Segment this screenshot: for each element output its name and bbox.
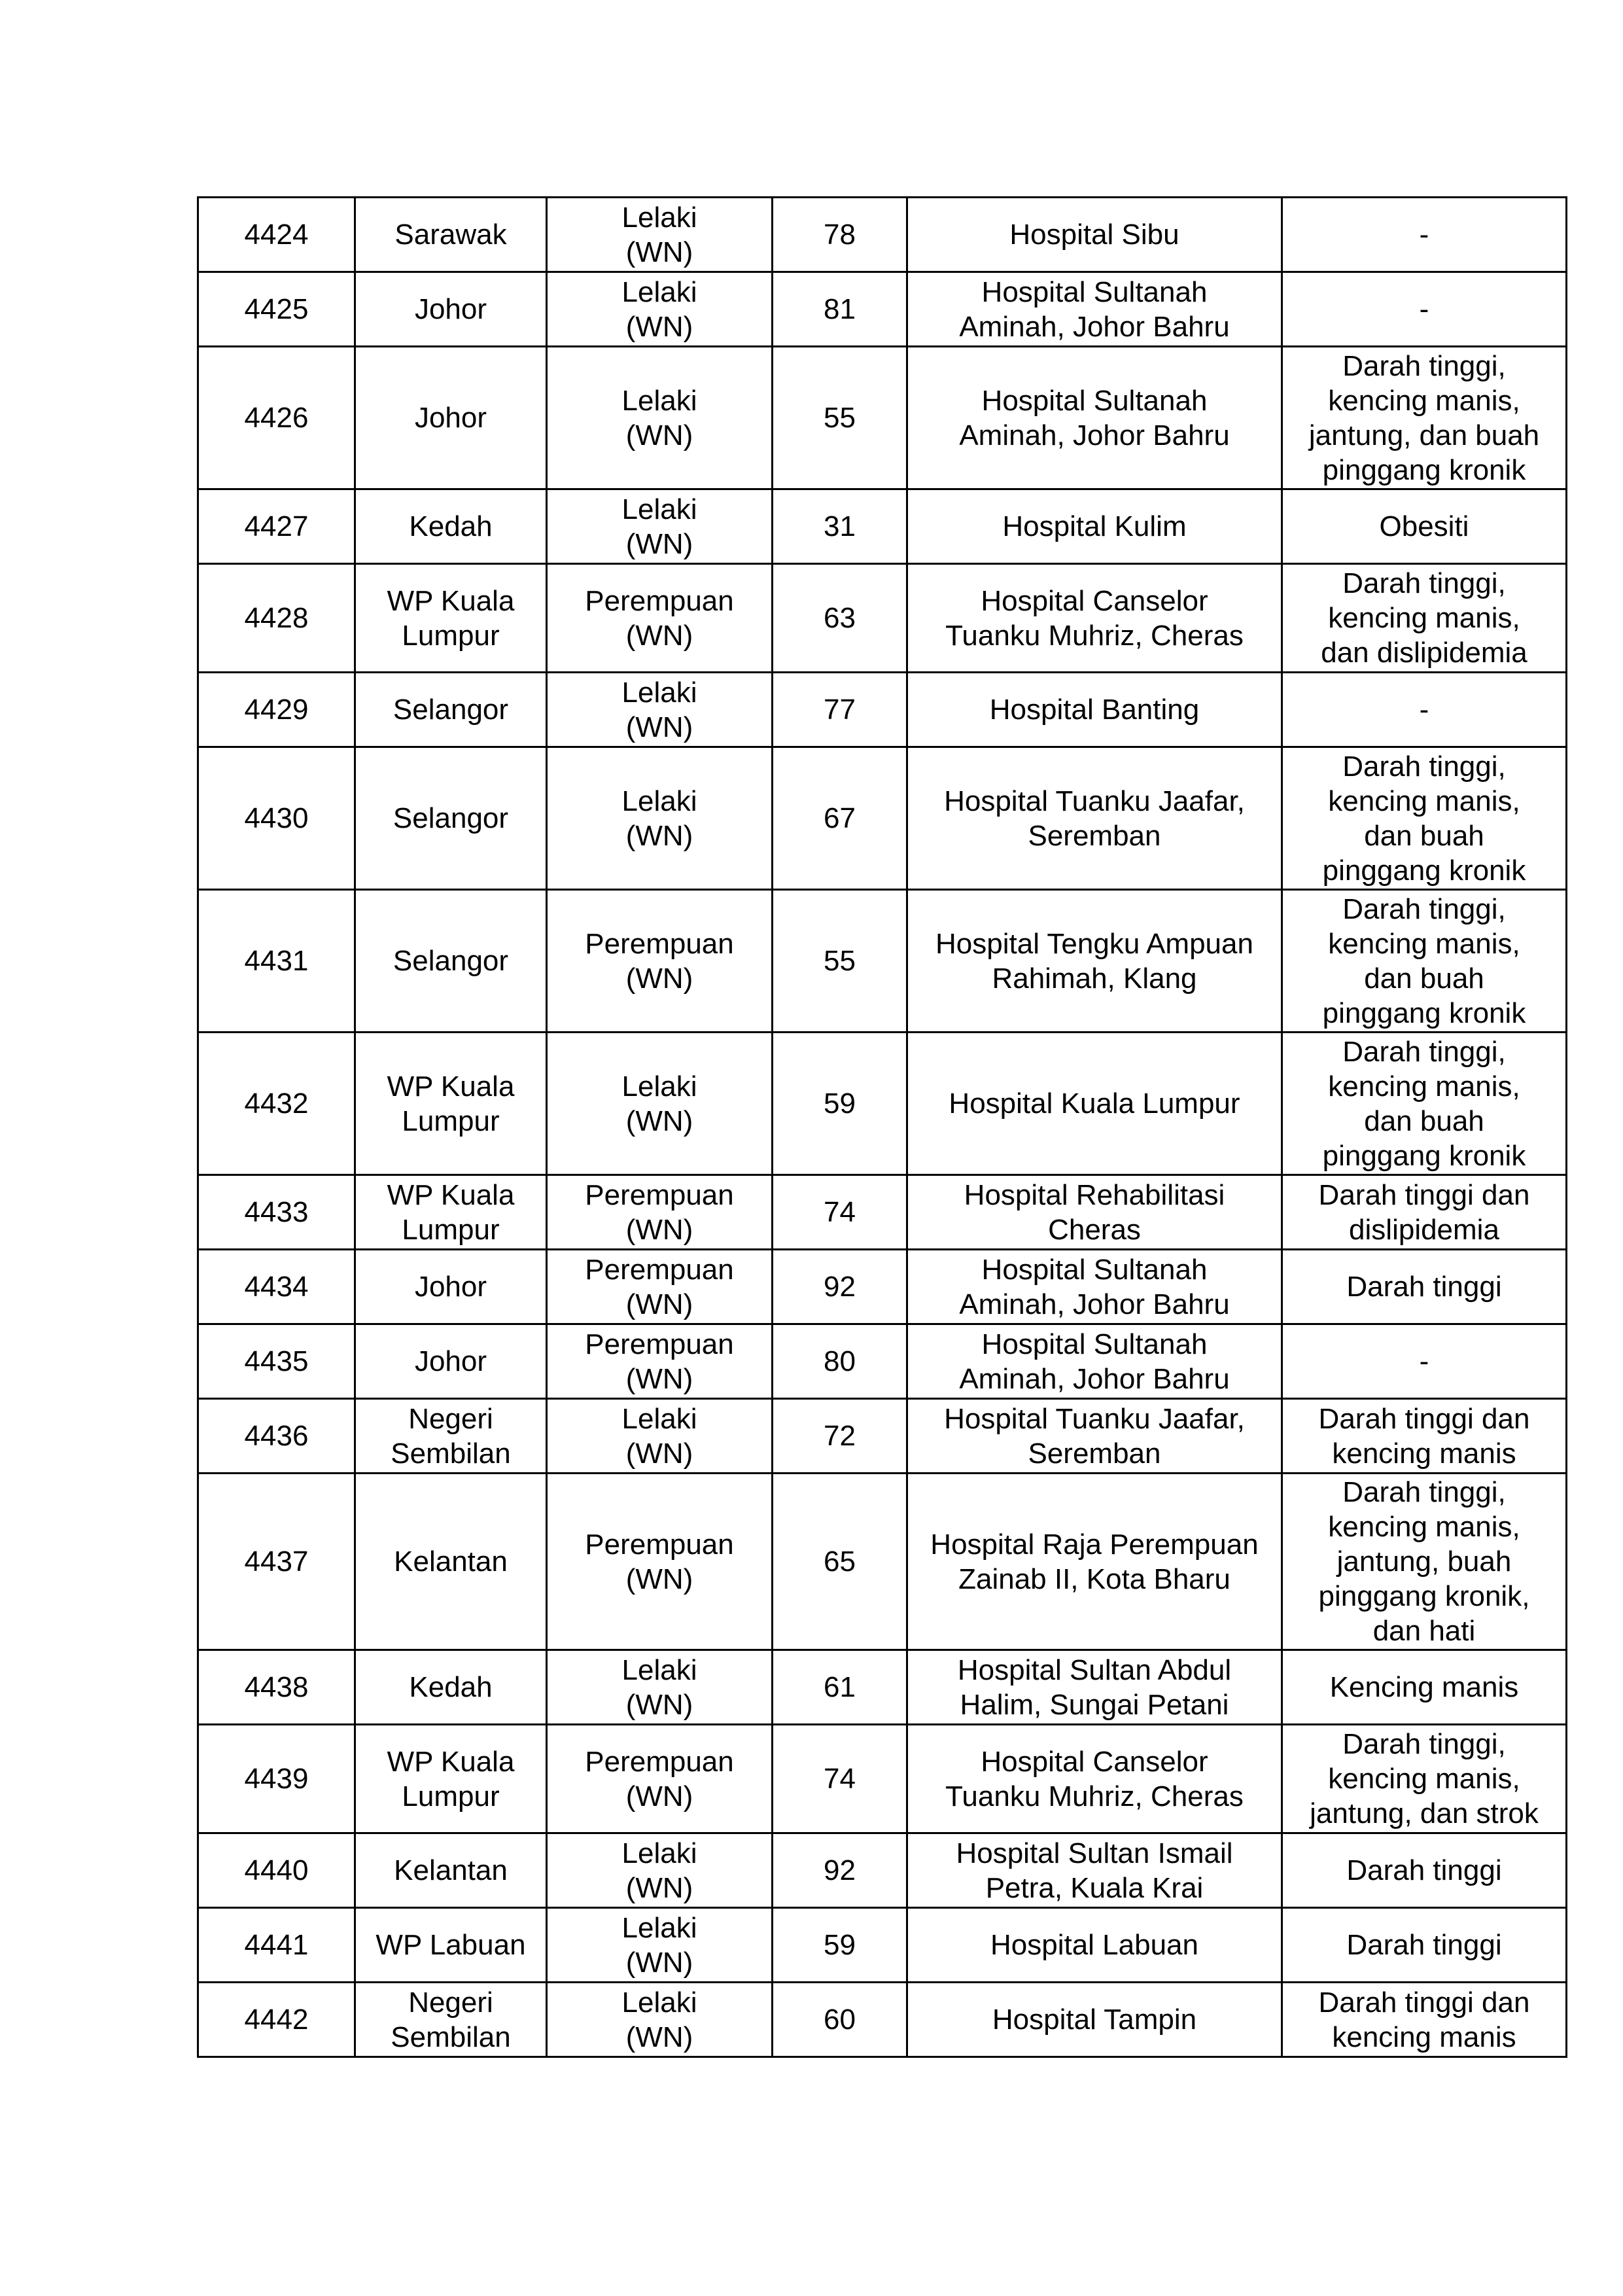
table-row	[198, 1175, 1567, 1250]
case-number-cell: 4425	[198, 272, 355, 347]
case-number-cell: 4432	[198, 1033, 355, 1175]
comorbidity-cell: Darah tinggi, kencing manis, dan buah pinggang kronik	[1282, 1033, 1567, 1175]
gender-cell: Lelaki (WN)	[547, 489, 773, 564]
hospital-cell: Hospital Kulim	[907, 489, 1282, 564]
table-row	[198, 564, 1567, 673]
comorbidity-cell: Darah tinggi, kencing manis, jantung, buah pinggang kronik, dan hati	[1282, 1474, 1567, 1650]
case-number-cell: 4439	[198, 1725, 355, 1833]
gender-cell: Lelaki (WN)	[547, 1833, 773, 1908]
age-cell: 74	[773, 1175, 907, 1250]
comorbidity-cell: -	[1282, 1324, 1567, 1399]
state-cell: Johor	[355, 1324, 547, 1399]
hospital-cell: Hospital Labuan	[907, 1908, 1282, 1983]
comorbidity-cell: -	[1282, 272, 1567, 347]
age-cell: 92	[773, 1250, 907, 1324]
case-number-cell: 4427	[198, 489, 355, 564]
gender-cell: Lelaki (WN)	[547, 1908, 773, 1983]
gender-cell: Perempuan (WN)	[547, 1250, 773, 1324]
case-number-cell: 4438	[198, 1650, 355, 1725]
age-cell: 78	[773, 198, 907, 272]
gender-cell: Perempuan (WN)	[547, 1725, 773, 1833]
table-row	[198, 272, 1567, 347]
gender-cell: Perempuan (WN)	[547, 564, 773, 673]
comorbidity-cell: -	[1282, 198, 1567, 272]
case-number-cell: 4437	[198, 1474, 355, 1650]
table-row	[198, 1033, 1567, 1175]
hospital-cell: Hospital Raja Perempuan Zainab II, Kota Bharu	[907, 1474, 1282, 1650]
age-cell: 31	[773, 489, 907, 564]
state-cell: Selangor	[355, 890, 547, 1033]
gender-cell: Lelaki (WN)	[547, 272, 773, 347]
comorbidity-cell: Darah tinggi, kencing manis, dan dislipidemia	[1282, 564, 1567, 673]
table-row	[198, 890, 1567, 1033]
table-row	[198, 1250, 1567, 1324]
comorbidity-cell: -	[1282, 673, 1567, 747]
case-number-cell: 4435	[198, 1324, 355, 1399]
hospital-cell: Hospital Sultanah Aminah, Johor Bahru	[907, 347, 1282, 489]
state-cell: WP Kuala Lumpur	[355, 1725, 547, 1833]
hospital-cell: Hospital Sibu	[907, 198, 1282, 272]
table-row	[198, 1833, 1567, 1908]
age-cell: 92	[773, 1833, 907, 1908]
age-cell: 59	[773, 1033, 907, 1175]
gender-cell: Perempuan (WN)	[547, 1324, 773, 1399]
state-cell: Kelantan	[355, 1474, 547, 1650]
hospital-cell: Hospital Tuanku Jaafar, Seremban	[907, 1399, 1282, 1474]
age-cell: 65	[773, 1474, 907, 1650]
hospital-cell: Hospital Sultan Abdul Halim, Sungai Petani	[907, 1650, 1282, 1725]
state-cell: Sarawak	[355, 198, 547, 272]
table-row	[198, 1474, 1567, 1650]
table-row	[198, 1908, 1567, 1983]
comorbidity-cell: Obesiti	[1282, 489, 1567, 564]
age-cell: 74	[773, 1725, 907, 1833]
hospital-cell: Hospital Sultanah Aminah, Johor Bahru	[907, 1250, 1282, 1324]
comorbidity-cell: Darah tinggi dan dislipidemia	[1282, 1175, 1567, 1250]
age-cell: 80	[773, 1324, 907, 1399]
gender-cell: Perempuan (WN)	[547, 890, 773, 1033]
state-cell: Johor	[355, 1250, 547, 1324]
table-row	[198, 1324, 1567, 1399]
hospital-cell: Hospital Banting	[907, 673, 1282, 747]
table-row	[198, 198, 1567, 272]
table-row	[198, 747, 1567, 890]
comorbidity-cell: Darah tinggi	[1282, 1908, 1567, 1983]
comorbidity-cell: Darah tinggi, kencing manis, dan buah pinggang kronik	[1282, 890, 1567, 1033]
comorbidity-cell: Darah tinggi, kencing manis, jantung, dan buah pinggang kronik	[1282, 347, 1567, 489]
age-cell: 55	[773, 347, 907, 489]
case-number-cell: 4428	[198, 564, 355, 673]
age-cell: 67	[773, 747, 907, 890]
gender-cell: Lelaki (WN)	[547, 1399, 773, 1474]
case-number-cell: 4429	[198, 673, 355, 747]
gender-cell: Lelaki (WN)	[547, 347, 773, 489]
state-cell: WP Kuala Lumpur	[355, 1033, 547, 1175]
state-cell: Selangor	[355, 747, 547, 890]
age-cell: 81	[773, 272, 907, 347]
gender-cell: Lelaki (WN)	[547, 198, 773, 272]
state-cell: WP Labuan	[355, 1908, 547, 1983]
hospital-cell: Hospital Canselor Tuanku Muhriz, Cheras	[907, 564, 1282, 673]
gender-cell: Lelaki (WN)	[547, 1650, 773, 1725]
case-number-cell: 4431	[198, 890, 355, 1033]
gender-cell: Lelaki (WN)	[547, 1983, 773, 2057]
hospital-cell: Hospital Tampin	[907, 1983, 1282, 2057]
comorbidity-cell: Darah tinggi	[1282, 1250, 1567, 1324]
state-cell: Kedah	[355, 1650, 547, 1725]
age-cell: 72	[773, 1399, 907, 1474]
case-number-cell: 4433	[198, 1175, 355, 1250]
state-cell: Selangor	[355, 673, 547, 747]
state-cell: WP Kuala Lumpur	[355, 564, 547, 673]
case-number-cell: 4434	[198, 1250, 355, 1324]
hospital-cell: Hospital Tengku Ampuan Rahimah, Klang	[907, 890, 1282, 1033]
case-number-cell: 4442	[198, 1983, 355, 2057]
state-cell: Johor	[355, 347, 547, 489]
state-cell: WP Kuala Lumpur	[355, 1175, 547, 1250]
table-row	[198, 347, 1567, 489]
table-row	[198, 1399, 1567, 1474]
gender-cell: Perempuan (WN)	[547, 1474, 773, 1650]
case-number-cell: 4440	[198, 1833, 355, 1908]
comorbidity-cell: Darah tinggi dan kencing manis	[1282, 1983, 1567, 2057]
hospital-cell: Hospital Sultanah Aminah, Johor Bahru	[907, 1324, 1282, 1399]
age-cell: 60	[773, 1983, 907, 2057]
gender-cell: Perempuan (WN)	[547, 1175, 773, 1250]
comorbidity-cell: Darah tinggi, kencing manis, dan buah pinggang kronik	[1282, 747, 1567, 890]
case-number-cell: 4430	[198, 747, 355, 890]
hospital-cell: Hospital Tuanku Jaafar, Seremban	[907, 747, 1282, 890]
hospital-cell: Hospital Sultan Ismail Petra, Kuala Krai	[907, 1833, 1282, 1908]
case-number-cell: 4426	[198, 347, 355, 489]
comorbidity-cell: Darah tinggi	[1282, 1833, 1567, 1908]
table-row	[198, 1650, 1567, 1725]
comorbidity-cell: Darah tinggi, kencing manis, jantung, dan strok	[1282, 1725, 1567, 1833]
hospital-cell: Hospital Rehabilitasi Cheras	[907, 1175, 1282, 1250]
state-cell: Negeri Sembilan	[355, 1983, 547, 2057]
table-row	[198, 673, 1567, 747]
age-cell: 55	[773, 890, 907, 1033]
gender-cell: Lelaki (WN)	[547, 1033, 773, 1175]
case-number-cell: 4441	[198, 1908, 355, 1983]
hospital-cell: Hospital Canselor Tuanku Muhriz, Cheras	[907, 1725, 1282, 1833]
age-cell: 77	[773, 673, 907, 747]
gender-cell: Lelaki (WN)	[547, 673, 773, 747]
state-cell: Negeri Sembilan	[355, 1399, 547, 1474]
comorbidity-cell: Kencing manis	[1282, 1650, 1567, 1725]
age-cell: 61	[773, 1650, 907, 1725]
case-number-cell: 4436	[198, 1399, 355, 1474]
table-row	[198, 489, 1567, 564]
table-row	[198, 1983, 1567, 2057]
comorbidity-cell: Darah tinggi dan kencing manis	[1282, 1399, 1567, 1474]
state-cell: Kedah	[355, 489, 547, 564]
state-cell: Johor	[355, 272, 547, 347]
age-cell: 63	[773, 564, 907, 673]
hospital-cell: Hospital Sultanah Aminah, Johor Bahru	[907, 272, 1282, 347]
state-cell: Kelantan	[355, 1833, 547, 1908]
hospital-cell: Hospital Kuala Lumpur	[907, 1033, 1282, 1175]
age-cell: 59	[773, 1908, 907, 1983]
gender-cell: Lelaki (WN)	[547, 747, 773, 890]
case-number-cell: 4424	[198, 198, 355, 272]
table-row	[198, 1725, 1567, 1833]
death-cases-table	[197, 196, 1567, 2058]
